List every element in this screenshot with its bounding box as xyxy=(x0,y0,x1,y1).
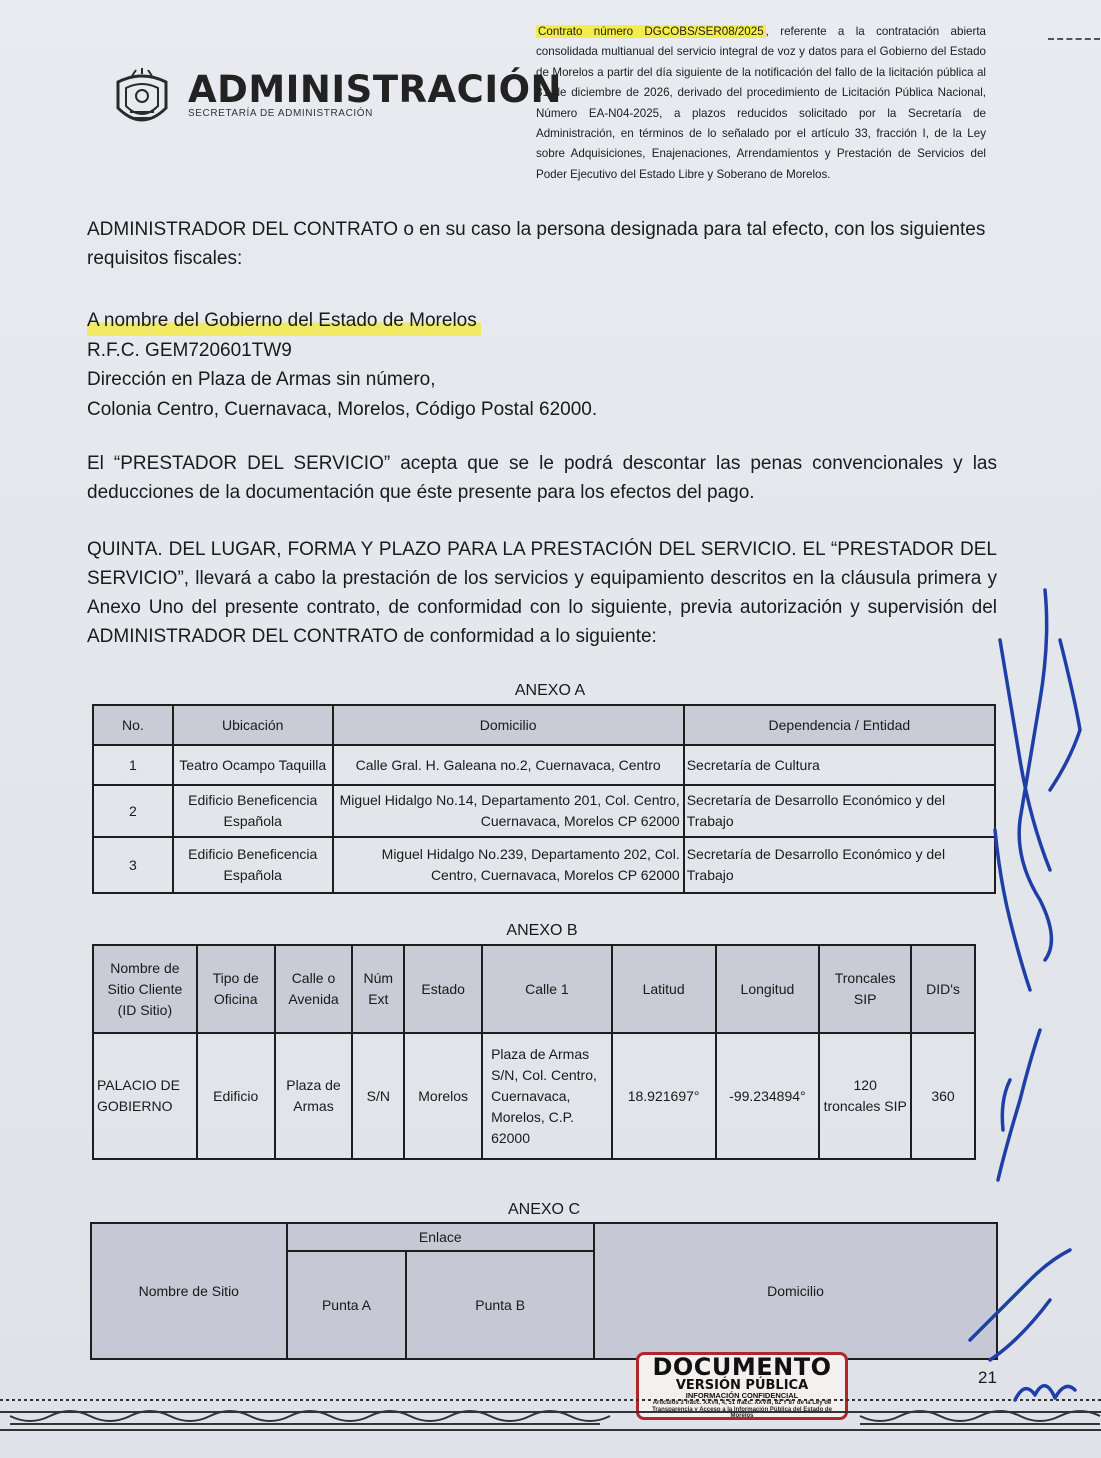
annex-a-header-dependencia: Dependencia / Entidad xyxy=(684,705,995,745)
annex-a-table xyxy=(92,704,996,894)
contract-number-highlight: Contrato número DGCOBS/SER08/2025 xyxy=(538,25,764,38)
annex-b-caption: ANEXO B xyxy=(506,922,578,939)
annex-b-header: Troncales SIP xyxy=(819,945,911,1033)
annex-b-cell: 120 troncales SIP xyxy=(819,1033,911,1159)
brand-title: ADMINISTRACIÓN xyxy=(188,68,563,111)
annex-b-cell: Edificio xyxy=(197,1033,275,1159)
annex-a-cell: Teatro Ocampo Taquilla xyxy=(173,745,333,785)
annex-a-cell: Secretaría de Desarrollo Económico y del Trabajo xyxy=(684,785,995,837)
annex-b-table xyxy=(92,944,976,1160)
table-row xyxy=(93,837,995,893)
stamp-subtitle: VERSIÓN PÚBLICA xyxy=(675,1378,809,1393)
address-line-colonia: Colonia Centro, Cuernavaca, Morelos, Código Postal 62000. xyxy=(87,398,598,420)
annex-c-caption: ANEXO C xyxy=(507,1201,580,1218)
annex-a-cell: 2 xyxy=(93,785,173,837)
annex-b-cell: S/N xyxy=(352,1033,404,1159)
annex-a-cell: Miguel Hidalgo No.14, Departamento 201, Col. Centro, Cuernavaca, Morelos CP 62000 xyxy=(333,785,684,837)
paragraph-clause-quinta: QUINTA. DEL LUGAR, FORMA Y PLAZO PARA LA PRESTACIÓN DEL SERVICIO. EL “PRESTADOR DEL SERVICIO”, llevará a cabo la prestación de los servicios y equipamiento descritos en la cláusula primera y Anexo Uno del presente contrato, de conformidad con lo siguiente, previa autorización y supervisión del ADMINISTRADOR DEL CONTRATO de conformidad a lo siguiente: xyxy=(87,539,997,647)
annex-b-cell: PALACIO DE GOBIERNO xyxy=(93,1033,197,1159)
table-row xyxy=(93,785,995,837)
paragraph-admin-requirements: ADMINISTRADOR DEL CONTRATO o en su caso la persona designada para tal efecto, con los siguientes requisitos fiscales: xyxy=(87,219,986,269)
address-line-direccion: Dirección en Plaza de Armas sin número, xyxy=(87,369,436,390)
stamp-legal: Artículos 3 fracc. XXVII, 4, 51 fracc. XXVIII, 82 Y 87 de la Ley de Transparencia y Acceso a la Información Pública del Estado de Morelos xyxy=(652,1400,832,1419)
annex-a-header-row xyxy=(93,705,995,745)
brand-subtitle: SECRETARÍA DE ADMINISTRACIÓN xyxy=(188,108,373,119)
address-line-rfc: R.F.C. GEM720601TW9 xyxy=(87,339,292,361)
annex-c-header-site: Nombre de Sitio xyxy=(91,1223,287,1359)
annex-c-header-point-a: Punta A xyxy=(287,1251,407,1359)
annex-b-cell: Plaza de Armas xyxy=(275,1033,353,1159)
top-dash-mark xyxy=(1048,38,1100,40)
annex-c-header-link: Enlace xyxy=(287,1223,594,1251)
page-number: 21 xyxy=(978,1368,997,1387)
annex-a-cell: 3 xyxy=(93,837,173,893)
annex-a-header-no: No. xyxy=(93,705,173,745)
annex-a-cell: Calle Gral. H. Galeana no.2, Cuernavaca, Centro xyxy=(333,745,684,785)
annex-b-header: Nombre de Sitio Cliente (ID Sitio) xyxy=(93,945,197,1033)
annex-b-cell: -99.234894° xyxy=(716,1033,820,1159)
annex-b-header: Tipo de Oficina xyxy=(197,945,275,1033)
fiscal-address xyxy=(87,306,597,424)
table-row xyxy=(93,745,995,785)
stamp-info: INFORMACIÓN CONFIDENCIAL xyxy=(685,1391,799,1400)
annex-c-header-address: Domicilio xyxy=(594,1223,997,1359)
annex-a-cell: Miguel Hidalgo No.239, Departamento 202, Col. Centro, Cuernavaca, Morelos CP 62000 xyxy=(333,837,684,893)
annex-b-header: Estado xyxy=(404,945,482,1033)
annex-c-header-point-b: Punta B xyxy=(406,1251,594,1359)
state-coat-of-arms-icon xyxy=(112,68,172,132)
address-line-name: A nombre del Gobierno del Estado de Morelos xyxy=(87,306,481,336)
annex-b-header: Calle 1 xyxy=(482,945,612,1033)
annex-b-cell: 18.921697° xyxy=(612,1033,716,1159)
contract-reference xyxy=(536,22,986,185)
annex-b-cell: Morelos xyxy=(404,1033,482,1159)
annex-a-cell: Edificio Beneficencia Española xyxy=(173,785,333,837)
table-row xyxy=(93,1033,975,1159)
annex-b-cell: Plaza de Armas S/N, Col. Centro, Cuernavaca, Morelos, C.P. 62000 xyxy=(482,1033,612,1159)
annex-c-table xyxy=(90,1222,998,1360)
annex-b-header: Longitud xyxy=(716,945,820,1033)
annex-b-header: Núm Ext xyxy=(352,945,404,1033)
annex-a-cell: 1 xyxy=(93,745,173,785)
annex-a-header-domicilio: Domicilio xyxy=(333,705,684,745)
brand-block xyxy=(188,70,562,119)
annex-b-header: Calle o Avenida xyxy=(275,945,353,1033)
paragraph-penalties: El “PRESTADOR DEL SERVICIO” acepta que se le podrá descontar las penas convencionales y las deducciones de la documentación que éste presente para los efectos del pago. xyxy=(87,453,997,503)
annex-a-cell: Secretaría de Desarrollo Económico y del Trabajo xyxy=(684,837,995,893)
annex-b-header: DID's xyxy=(911,945,975,1033)
annex-c-header-row xyxy=(91,1223,997,1251)
stamp-title: DOCUMENTO xyxy=(652,1353,832,1381)
decorative-footer-band-icon xyxy=(0,1396,1101,1436)
contract-reference-text: , referente a la contratación abierta consolidada multianual del servicio integral de voz y datos para el Gobierno del Estado de Morelos a partir del día siguiente de la notificación del fallo de la licitación pública al 31 de diciembre de 2026, derivado del procedimiento de Licitación Pública Nacional, Número EA-N04-2025, a plazos reducidos solicitado por la Secretaría de Administración, en términos de lo señalado por el artículo 33, fracción I, de la Ley sobre Adquisiciones, Enajenaciones, Arrendamientos y Prestación de Servicios del Poder Ejecutivo del Estado Libre y Soberano de Morelos. xyxy=(536,25,987,181)
annex-a-header-ubicacion: Ubicación xyxy=(173,705,333,745)
annex-a-cell: Edificio Beneficencia Española xyxy=(173,837,333,893)
annex-a-cell: Secretaría de Cultura xyxy=(684,745,995,785)
annex-b-header: Latitud xyxy=(612,945,716,1033)
annex-b-cell: 360 xyxy=(911,1033,975,1159)
annex-a-caption: ANEXO A xyxy=(514,682,586,699)
annex-b-header-row xyxy=(93,945,975,1033)
